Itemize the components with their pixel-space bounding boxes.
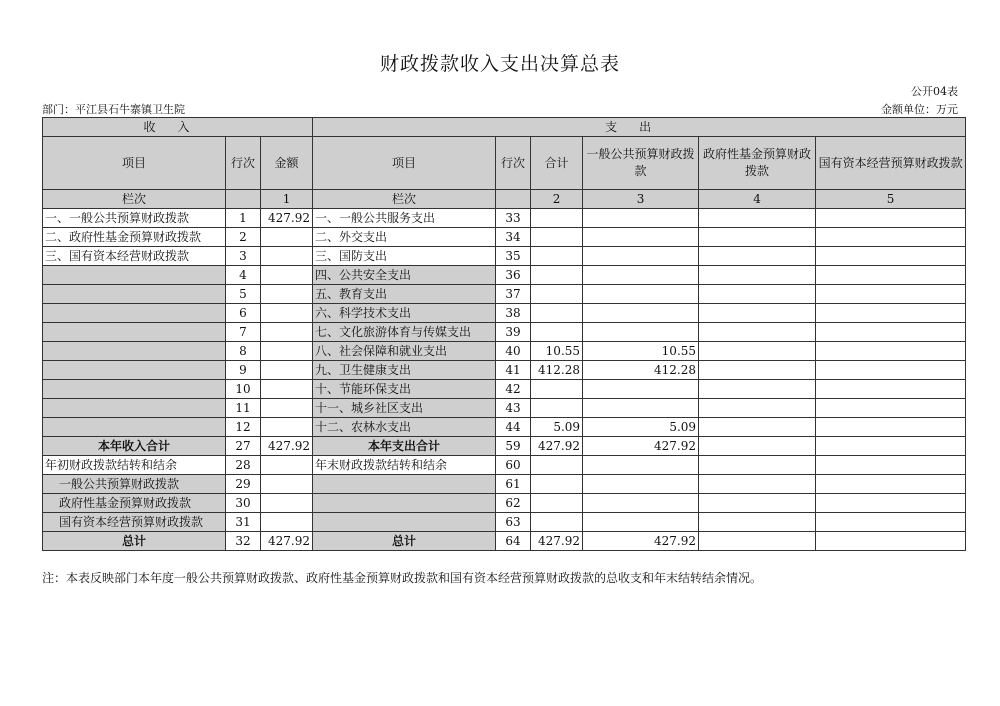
col-number-5: 5 [816,190,966,209]
general-budget-cell: 5.09 [583,418,699,437]
income-amount-cell [261,475,313,494]
expense-total-cell [531,228,583,247]
income-row-no-cell: 9 [226,361,261,380]
income-amount-cell [261,304,313,323]
column-number-row [43,190,966,209]
income-row-no-cell: 4 [226,266,261,285]
table-row [43,342,966,361]
expense-total-cell [531,513,583,532]
general-budget-cell [583,304,699,323]
expense-total-header: 合计 [531,137,583,190]
income-row-no-cell: 3 [226,247,261,266]
expense-row-no-cell: 42 [496,380,531,399]
expense-item-cell: 二、外交支出 [313,228,496,247]
income-item-cell [43,266,226,285]
expense-row-no-cell: 44 [496,418,531,437]
expense-row-no-cell: 34 [496,228,531,247]
header-row-sections [43,118,966,137]
expense-total-cell [531,323,583,342]
state-capital-cell [816,285,966,304]
state-capital-cell [816,513,966,532]
gov-fund-cell [699,323,816,342]
expense-row-no-cell: 35 [496,247,531,266]
income-item-cell [43,323,226,342]
expense-col-blank [496,190,531,209]
gov-fund-header: 政府性基金预算财政拨款 [699,137,816,190]
income-section-header: 收入 [43,118,313,137]
table-row [43,285,966,304]
department-label: 部门：平江县石牛寨镇卫生院 [42,103,185,116]
income-amount-cell [261,228,313,247]
income-col-label: 栏次 [43,190,226,209]
income-item-cell: 政府性基金预算财政拨款 [43,494,226,513]
gov-fund-cell [699,418,816,437]
income-row-no-header: 行次 [226,137,261,190]
table-row [43,418,966,437]
state-capital-cell [816,494,966,513]
expense-item-cell: 八、社会保障和就业支出 [313,342,496,361]
expense-item-cell: 十、节能环保支出 [313,380,496,399]
income-amount-cell [261,323,313,342]
expense-total-cell: 412.28 [531,361,583,380]
expense-item-cell: 年末财政拨款结转和结余 [313,456,496,475]
gov-fund-cell [699,266,816,285]
income-item-cell: 三、国有资本经营财政拨款 [43,247,226,266]
expense-total-cell [531,475,583,494]
income-amount-cell [261,456,313,475]
income-item-cell [43,418,226,437]
expense-item-cell: 本年支出合计 [313,437,496,456]
income-amount-cell: 427.92 [261,209,313,228]
general-budget-cell [583,285,699,304]
table-row [43,304,966,323]
expense-item-header: 项目 [313,137,496,190]
state-capital-cell [816,323,966,342]
expense-item-cell: 五、教育支出 [313,285,496,304]
table-row [43,437,966,456]
col-number-4: 4 [699,190,816,209]
amount-unit-label: 金额单位：万元 [881,103,958,116]
income-row-no-cell: 10 [226,380,261,399]
general-budget-cell [583,399,699,418]
income-amount-cell: 427.92 [261,532,313,551]
expense-row-no-cell: 38 [496,304,531,323]
expense-item-cell: 十一、城乡社区支出 [313,399,496,418]
income-item-cell: 国有资本经营预算财政拨款 [43,513,226,532]
expense-item-cell: 三、国防支出 [313,247,496,266]
table-row [43,266,966,285]
gov-fund-cell [699,304,816,323]
footnote: 注：本表反映部门本年度一般公共预算财政拨款、政府性基金预算财政拨款和国有资本经营预算财政拨款的总收支和年末结转结余情况。 [42,571,763,585]
table-row [43,247,966,266]
table-row [43,399,966,418]
income-item-cell: 年初财政拨款结转和结余 [43,456,226,475]
expense-row-no-cell: 64 [496,532,531,551]
income-col-blank [226,190,261,209]
gov-fund-cell [699,513,816,532]
table-row [43,380,966,399]
expense-item-cell: 一、一般公共服务支出 [313,209,496,228]
gov-fund-cell [699,228,816,247]
table-row [43,475,966,494]
state-capital-cell [816,475,966,494]
gov-fund-cell [699,399,816,418]
gov-fund-cell [699,456,816,475]
expense-item-cell: 十二、农林水支出 [313,418,496,437]
expense-col-label: 栏次 [313,190,496,209]
table-row [43,532,966,551]
expense-item-cell [313,513,496,532]
income-row-no-cell: 11 [226,399,261,418]
expense-item-cell: 总计 [313,532,496,551]
state-capital-cell [816,342,966,361]
col-number-2: 2 [531,190,583,209]
expense-item-cell: 九、卫生健康支出 [313,361,496,380]
state-capital-cell [816,209,966,228]
general-budget-cell [583,380,699,399]
general-budget-cell: 10.55 [583,342,699,361]
general-budget-cell [583,456,699,475]
expense-item-cell: 六、科学技术支出 [313,304,496,323]
income-item-cell [43,361,226,380]
expense-total-cell: 427.92 [531,437,583,456]
state-capital-cell [816,228,966,247]
state-capital-cell [816,247,966,266]
state-capital-cell [816,456,966,475]
state-capital-cell [816,361,966,380]
expense-row-no-cell: 37 [496,285,531,304]
income-item-cell: 本年收入合计 [43,437,226,456]
table-row [43,513,966,532]
expense-total-cell [531,285,583,304]
expense-total-cell [531,209,583,228]
expense-item-cell [313,475,496,494]
general-budget-cell: 427.92 [583,532,699,551]
expense-total-cell [531,247,583,266]
general-budget-cell [583,209,699,228]
general-budget-cell [583,494,699,513]
expense-item-cell: 四、公共安全支出 [313,266,496,285]
income-row-no-cell: 12 [226,418,261,437]
income-amount-cell: 427.92 [261,437,313,456]
form-code: 公开04表 [911,85,958,98]
income-row-no-cell: 5 [226,285,261,304]
income-amount-cell [261,513,313,532]
col-number-1: 1 [261,190,313,209]
general-budget-cell [583,228,699,247]
income-item-cell: 二、政府性基金预算财政拨款 [43,228,226,247]
income-row-no-cell: 6 [226,304,261,323]
gov-fund-cell [699,209,816,228]
income-amount-header: 金额 [261,137,313,190]
expense-row-no-cell: 59 [496,437,531,456]
income-item-cell: 总计 [43,532,226,551]
general-budget-cell [583,323,699,342]
expense-total-cell [531,399,583,418]
expense-total-cell [531,304,583,323]
expense-row-no-cell: 63 [496,513,531,532]
income-amount-cell [261,342,313,361]
state-capital-cell [816,399,966,418]
income-amount-cell [261,361,313,380]
expense-item-cell: 七、文化旅游体育与传媒支出 [313,323,496,342]
expense-row-no-cell: 41 [496,361,531,380]
col-number-3: 3 [583,190,699,209]
gov-fund-cell [699,475,816,494]
table-row [43,228,966,247]
general-budget-cell [583,266,699,285]
general-budget-cell [583,247,699,266]
state-capital-cell [816,380,966,399]
expense-section-header: 支出 [313,118,966,137]
expense-total-cell [531,266,583,285]
expense-row-no-cell: 39 [496,323,531,342]
general-budget-cell: 427.92 [583,437,699,456]
gov-fund-cell [699,380,816,399]
state-capital-cell [816,437,966,456]
income-item-header: 项目 [43,137,226,190]
expense-row-no-cell: 43 [496,399,531,418]
state-capital-cell [816,266,966,285]
state-capital-cell [816,304,966,323]
expense-row-no-cell: 60 [496,456,531,475]
expense-row-no-cell: 36 [496,266,531,285]
income-item-cell [43,380,226,399]
income-amount-cell [261,380,313,399]
header-row-columns [43,137,966,190]
income-item-cell: 一、一般公共预算财政拨款 [43,209,226,228]
income-amount-cell [261,418,313,437]
general-budget-cell [583,475,699,494]
income-row-no-cell: 8 [226,342,261,361]
general-budget-cell [583,513,699,532]
gov-fund-cell [699,285,816,304]
expense-row-no-cell: 33 [496,209,531,228]
income-item-cell [43,304,226,323]
expense-item-cell [313,494,496,513]
general-budget-cell: 412.28 [583,361,699,380]
gov-fund-cell [699,532,816,551]
expense-row-no-cell: 62 [496,494,531,513]
page-title: 财政拨款收入支出决算总表 [379,53,620,75]
expense-row-no-cell: 40 [496,342,531,361]
income-row-no-cell: 30 [226,494,261,513]
income-amount-cell [261,247,313,266]
general-budget-header: 一般公共预算财政拨款 [583,137,699,190]
income-amount-cell [261,399,313,418]
income-amount-cell [261,285,313,304]
gov-fund-cell [699,342,816,361]
income-item-cell [43,342,226,361]
income-row-no-cell: 1 [226,209,261,228]
table-row [43,494,966,513]
gov-fund-cell [699,494,816,513]
income-row-no-cell: 29 [226,475,261,494]
expense-total-cell [531,494,583,513]
gov-fund-cell [699,361,816,380]
income-item-cell [43,399,226,418]
expense-total-cell: 10.55 [531,342,583,361]
income-amount-cell [261,266,313,285]
income-row-no-cell: 32 [226,532,261,551]
income-item-cell [43,285,226,304]
expense-total-cell [531,380,583,399]
expense-row-no-cell: 61 [496,475,531,494]
income-item-cell: 一般公共预算财政拨款 [43,475,226,494]
income-amount-cell [261,494,313,513]
table-row [43,209,966,228]
state-capital-cell [816,418,966,437]
income-row-no-cell: 28 [226,456,261,475]
table-row [43,361,966,380]
gov-fund-cell [699,247,816,266]
income-row-no-cell: 7 [226,323,261,342]
expense-total-cell [531,456,583,475]
income-row-no-cell: 2 [226,228,261,247]
income-row-no-cell: 27 [226,437,261,456]
table-row [43,323,966,342]
expense-total-cell: 427.92 [531,532,583,551]
expense-row-no-header: 行次 [496,137,531,190]
state-capital-header: 国有资本经营预算财政拨款 [816,137,966,190]
income-row-no-cell: 31 [226,513,261,532]
state-capital-cell [816,532,966,551]
table-row [43,456,966,475]
appropriation-summary-table [42,117,966,551]
gov-fund-cell [699,437,816,456]
expense-total-cell: 5.09 [531,418,583,437]
